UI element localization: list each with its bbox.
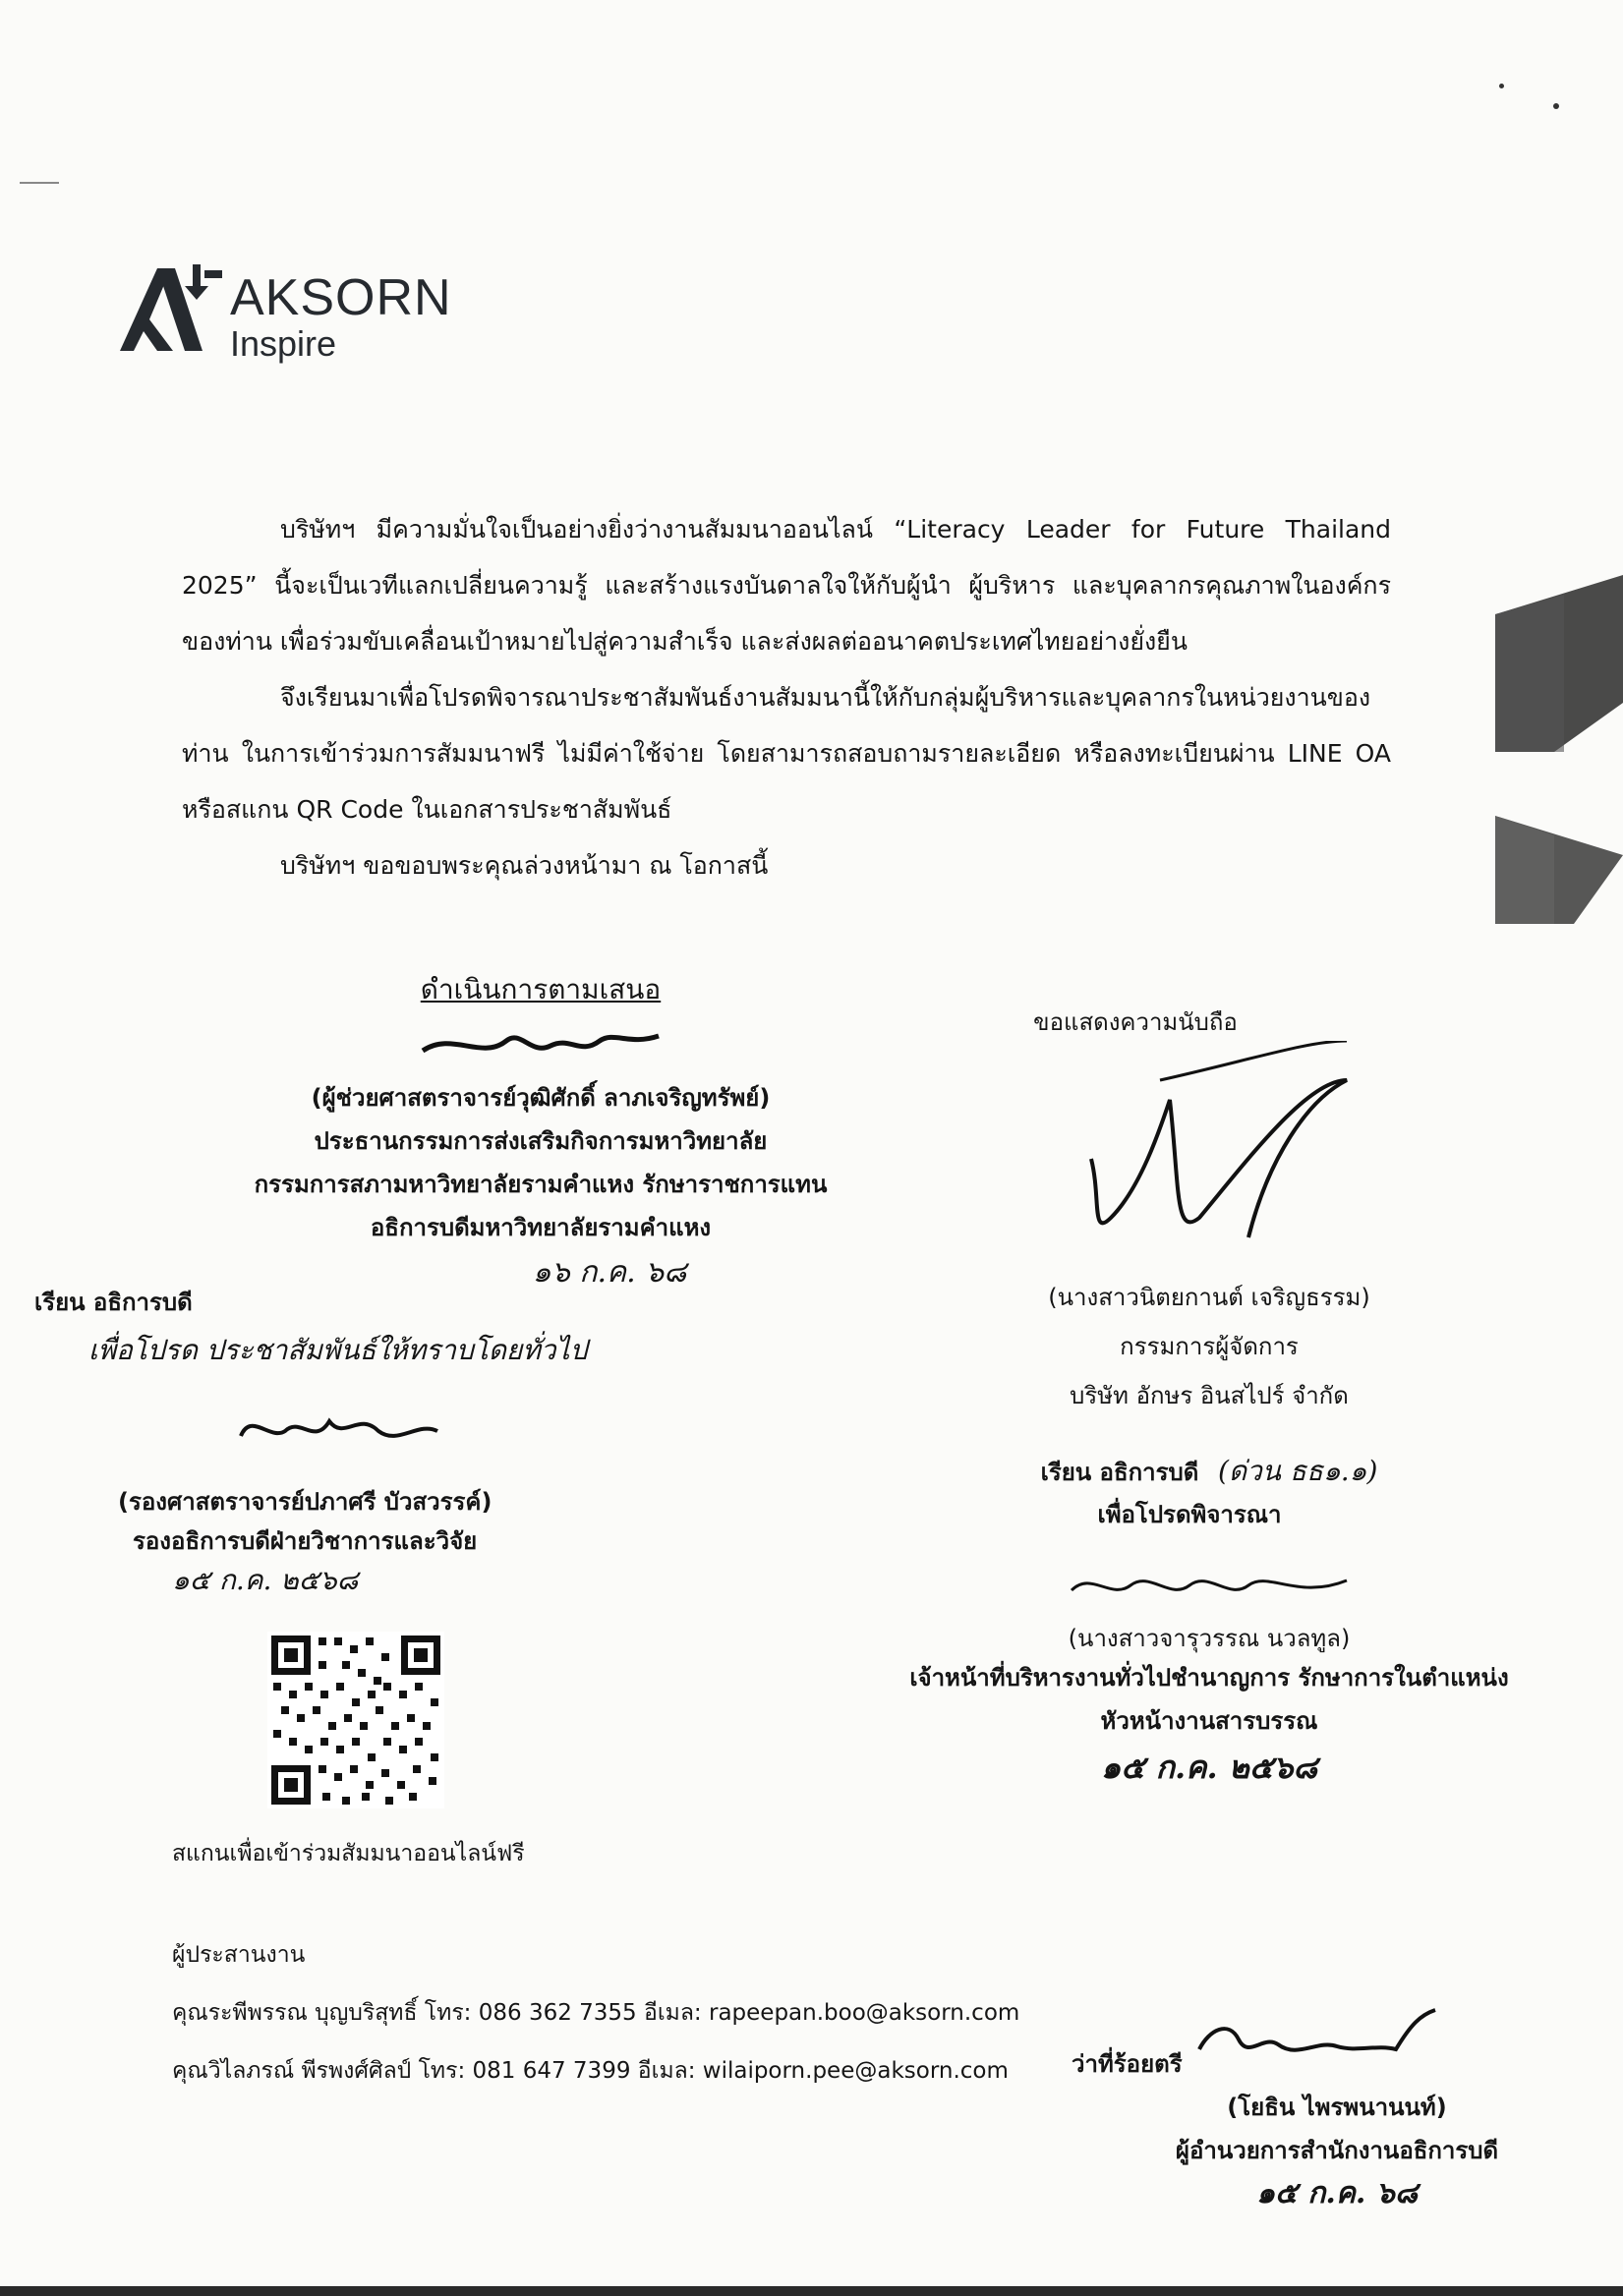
scan-edge (0, 2286, 1623, 2296)
endorsement-name: (ผู้ช่วยศาสตราจารย์วุฒิศักดิ์ ลาภเจริญทรัพย์) (311, 1084, 771, 1112)
scan-speck (1553, 103, 1559, 109)
sender-block (865, 1003, 1553, 1793)
aksorn-logo (120, 260, 474, 369)
endorsement-position: อธิการบดีมหาวิทยาลัยรามคำแหง (370, 1214, 712, 1241)
letter-body (182, 501, 1391, 893)
edge-decoration (1495, 575, 1623, 752)
endorsement-block (197, 968, 885, 1295)
endorsement-date: ๑๖ ก.ค. ๖๘ (532, 1255, 687, 1290)
endorsement-position: กรรมการสภามหาวิทยาลัยรามคำแหง รักษาราชการแทน (254, 1171, 828, 1198)
qr-code[interactable] (267, 1632, 444, 1808)
registry-purpose: เพื่อโปรดพิจารณา (1097, 1501, 1282, 1528)
vp-signature (231, 1392, 447, 1461)
vp-note (34, 1283, 587, 1602)
director-name: (โยธิน ไพรพนานนท์) (1227, 2094, 1447, 2121)
endorsement-position: ประธานกรรมการส่งเสริมกิจการมหาวิทยาลัย (314, 1127, 768, 1155)
body-paragraph: จึงเรียนมาเพื่อโปรดพิจารณาประชาสัมพันธ์งานสัมมนานี้ให้กับกลุ่มผู้บริหารและบุคลากรในหน่วยงานของท่าน ในการเข้าร่วมการสัมมนาฟรี ไม่มีค่าใช้จ่าย โดยสามารถสอบถามรายละเอียด หรือลงทะเบียนผ่าน LINE OA หรือสแกน QR Code ในเอกสารประชาสัมพันธ์ (182, 683, 1391, 824)
sender-title: กรรมการผู้จัดการ (1120, 1333, 1299, 1360)
edge-decoration (1495, 816, 1623, 924)
registry-date: ๑๕ ก.ค. ๒๕๖๘ (1100, 1749, 1318, 1786)
scan-speck (1499, 84, 1504, 88)
registry-to: เรียน อธิการบดี (1040, 1459, 1199, 1486)
logo-name: AKSORN (230, 269, 452, 326)
qr-caption: สแกนเพื่อเข้าร่วมสัมมนาออนไลน์ฟรี (172, 1841, 525, 1866)
registry-name: (นางสาวจารุวรรณ นวลทูล) (1068, 1625, 1351, 1652)
vp-note-purpose: เพื่อโปรด ประชาสัมพันธ์ให้ทราบโดยทั่วไป (88, 1334, 588, 1366)
closing-text: ขอแสดงความนับถือ (1033, 1008, 1238, 1036)
scan-speck (20, 182, 59, 184)
vp-date: ๑๕ ก.ค. ๒๕๖๘ (172, 1564, 359, 1596)
coordinators-heading: ผู้ประสานงาน (172, 1942, 306, 1968)
registry-unit: หัวหน้างานสารบรรณ (1100, 1707, 1318, 1735)
sender-company: บริษัท อักษร อินสไปร์ จำกัด (1070, 1382, 1349, 1409)
sender-name: (นางสาวนิตยกานต์ เจริญธรรม) (1048, 1284, 1370, 1311)
coordinator-line: คุณวิไลภรณ์ พีรพงศ์ศิลป์ โทร: 081 647 7399 อีเมล: wilaiporn.pee@aksorn.com (172, 2058, 1009, 2084)
aksorn-logo-mark (120, 260, 228, 359)
coordinators (172, 1926, 1019, 2100)
director-date: ๑๕ ก.ค. ๖๘ (1256, 2176, 1418, 2210)
body-paragraph: บริษัทฯ ขอขอบพระคุณล่วงหน้ามา ณ โอกาสนี้ (280, 851, 769, 880)
sender-signature (1052, 1041, 1366, 1267)
director-position: ผู้อำนวยการสำนักงานอธิการบดี (1175, 2137, 1499, 2164)
registry-signature (1062, 1556, 1357, 1615)
registry-ref: (ด่วน ธธ๑.๑) (1217, 1455, 1378, 1487)
body-paragraph: บริษัทฯ มีความมั่นใจเป็นอย่างยิ่งว่างานสัมมนาออนไลน์ “Literacy Leader for Future Thailand 2025” นี้จะเป็นเวทีแลกเปลี่ยนความรู้ และสร้างแรงบันดาลใจให้กับผู้นำ ผู้บริหาร และบุคลากรคุณภาพในองค์กรของท่าน เพื่อร่วมขับเคลื่อนเป้าหมายไปสู่ความสำเร็จ และส่งผลต่ออนาคตประเทศไทยอย่างยั่งยืน (182, 515, 1391, 656)
vp-note-to: เรียน อธิการบดี (34, 1289, 193, 1316)
endorsement-instruction: ดำเนินการตามเสนอ (420, 973, 662, 1005)
vp-name: (รองศาสตราจารย์ปภาศรี บัวสวรรค์) (118, 1488, 493, 1516)
director-rank: ว่าที่ร้อยตรี (1072, 2050, 1183, 2078)
registry-position: เจ้าหน้าที่บริหารงานทั่วไปชำนาญการ รักษาการในตำแหน่ง (909, 1664, 1509, 1692)
coordinator-line: คุณระพีพรรณ บุญบริสุทธิ์ โทร: 086 362 7355 อีเมล: rapeepan.boo@aksorn.com (172, 2000, 1020, 2026)
director-signature (1189, 2005, 1445, 2074)
director-block (1062, 2005, 1612, 2216)
logo-tagline: Inspire (230, 323, 337, 364)
vp-position: รองอธิการบดีฝ่ายวิชาการและวิจัย (133, 1527, 478, 1555)
endorsement-signature (413, 1011, 668, 1070)
